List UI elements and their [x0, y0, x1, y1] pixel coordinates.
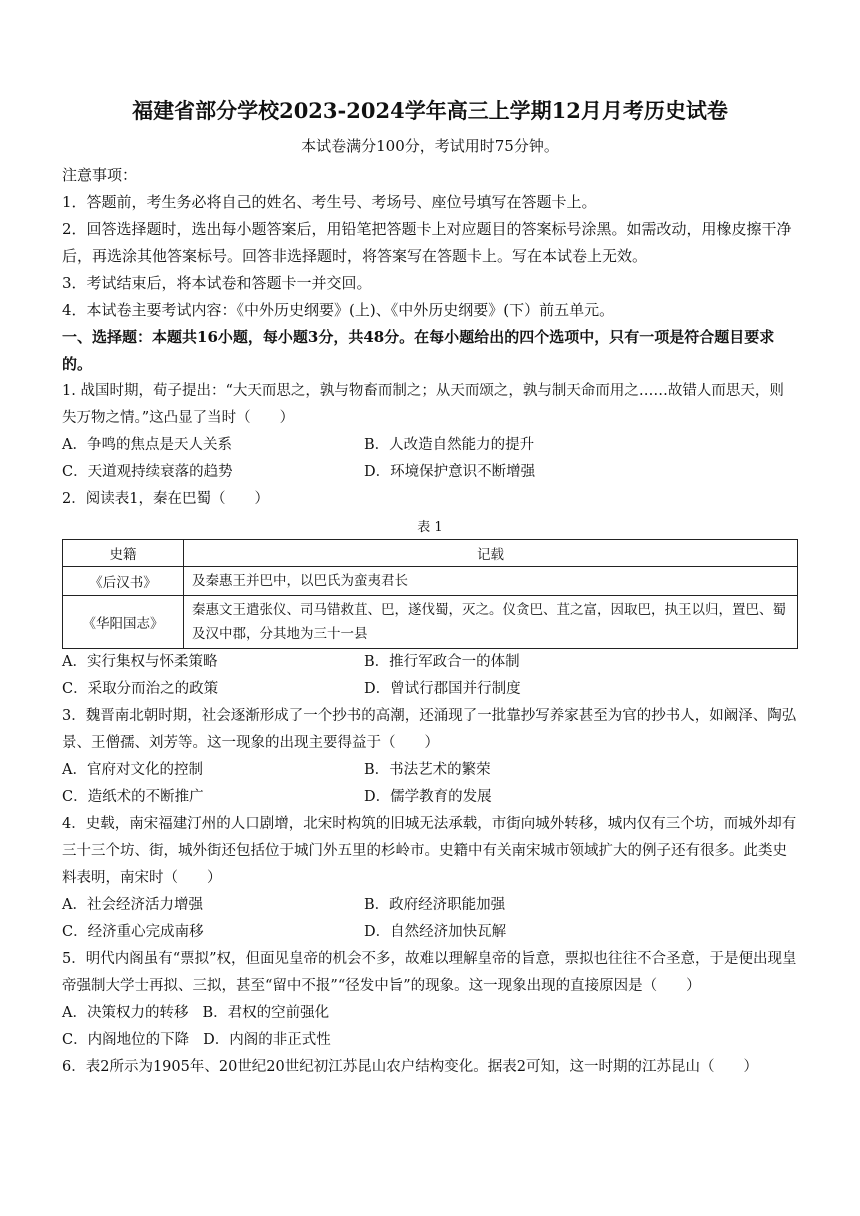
question-5-options-row — [62, 1000, 798, 1027]
notice-item: 3．考试结束后，将本试卷和答题卡一并交回。 — [62, 274, 372, 292]
table-header-row — [63, 540, 798, 567]
table-header-cell: 史籍 — [63, 540, 184, 567]
option-c: C．内阁地位的下降 — [62, 1032, 190, 1048]
table-row — [63, 567, 798, 596]
question-1-stem: 1. 战国时期，荀子提出：“大天而思之，孰与物畜而制之；从天而颂之，孰与制天命而用之……故错人而思天，则失万物之情。”这凸显了当时（ ） — [62, 383, 784, 426]
question-3-options-row — [62, 784, 798, 811]
option-c: C．经济重心完成南移 — [62, 924, 204, 940]
section-heading: 一、选择题：本题共16小题，每小题3分，共48分。在每小题给出的四个选项中，只有一项是符合题目要求的。 — [62, 328, 775, 373]
option-b: B．政府经济职能加强 — [364, 897, 506, 913]
option-c: C．采取分而治之的政策 — [62, 681, 219, 697]
question-1-options-row — [62, 459, 798, 486]
table-cell-record: 秦惠文王遣张仪、司马错救苴、巴，遂伐蜀，灭之。仪贪巴、苴之富，因取巴，执王以归，置巴、蜀及汉中郡，分其地为三十一县 — [184, 596, 798, 649]
question-5-options-row — [62, 1027, 798, 1054]
question-1-options-row — [62, 432, 798, 459]
notice-item: 2．回答选择题时，选出每小题答案后，用铅笔把答题卡上对应题目的答案标号涂黑。如需改动，用橡皮擦干净后，再选涂其他答案标号。回答非选择题时，将答案写在答题卡上。写在本试卷上无效。 — [62, 220, 792, 265]
exam-subtitle: 本试卷满分100分，考试用时75分钟。 — [301, 137, 559, 155]
table-caption: 表 1 — [417, 520, 443, 535]
question-4-stem: 4．史载，南宋福建汀州的人口剧增，北宋时构筑的旧城无法承载，市街向城外转移，城内仅有三个坊，而城外却有三十三个坊、街，城外街还包括位于城门外五里的杉岭市。史籍中有关南宋城市领域扩大的例子还有很多。此类史料表明，南宋时（ ） — [62, 816, 797, 886]
option-d: D．内阁的非正式性 — [203, 1032, 331, 1048]
table-row — [63, 596, 798, 649]
question-3-options-row — [62, 757, 798, 784]
notice-item: 4．本试卷主要考试内容：《中外历史纲要》(上)、《中外历史纲要》(下）前五单元。 — [62, 301, 615, 319]
option-c: C．天道观持续衰落的趋势 — [62, 464, 233, 480]
option-d: D．儒学教育的发展 — [364, 789, 492, 805]
question-2-stem: 2．阅读表1，秦在巴蜀（ ） — [62, 491, 269, 507]
option-a: A．实行集权与怀柔策略 — [62, 654, 218, 670]
option-d: D．环境保护意识不断增强 — [364, 464, 536, 480]
option-a: A．争鸣的焦点是天人关系 — [62, 437, 232, 453]
question-4-options-row — [62, 919, 798, 946]
table-header-cell: 记载 — [184, 540, 798, 567]
option-a: A．官府对文化的控制 — [62, 762, 203, 778]
option-b: B．人改造自然能力的提升 — [364, 437, 535, 453]
option-c: C．造纸术的不断推广 — [62, 789, 204, 805]
option-a: A．决策权力的转移 — [62, 1005, 189, 1021]
question-2-options-row — [62, 649, 798, 676]
table-cell-source: 《后汉书》 — [63, 567, 184, 596]
history-records-table — [62, 539, 798, 649]
table-cell-record: 及秦惠王并巴中，以巴氏为蛮夷君长 — [184, 567, 798, 596]
option-b: B．君权的空前强化 — [202, 1005, 330, 1021]
question-4-options-row — [62, 892, 798, 919]
option-a: A．社会经济活力增强 — [62, 897, 203, 913]
question-6-stem: 6．表2所示为1905年、20世纪20世纪初江苏昆山农户结构变化。据表2可知，这一时期的江苏昆山（ ） — [62, 1059, 758, 1075]
question-3-stem: 3．魏晋南北朝时期，社会逐渐形成了一个抄书的高潮，还涌现了一批靠抄写养家甚至为官的抄书人，如阚泽、陶弘景、王僧孺、刘芳等。这一现象的出现主要得益于（ ） — [62, 708, 797, 751]
option-d: D．曾试行郡国并行制度 — [364, 681, 521, 697]
page-title: 福建省部分学校2023-2024学年高三上学期12月月考历史试卷 — [132, 98, 728, 123]
option-d: D．自然经济加快瓦解 — [364, 924, 507, 940]
question-5-stem: 5．明代内阁虽有“票拟”权，但面见皇帝的机会不多，故难以理解皇帝的旨意，票拟也往往不合圣意，于是便出现皇帝强制大学士再拟、三拟，甚至“留中不报”“径发中旨”的现象。这一现象出现的直接原因是（ ） — [62, 951, 797, 994]
table-cell-source: 《华阳国志》 — [63, 596, 184, 649]
option-b: B．推行军政合一的体制 — [364, 654, 520, 670]
notice-item: 1．答题前，考生务必将自己的姓名、考生号、考场号、座位号填写在答题卡上。 — [62, 193, 597, 211]
question-2-options-row — [62, 676, 798, 703]
notice-heading: 注意事项： — [62, 166, 138, 184]
option-b: B．书法艺术的繁荣 — [364, 762, 491, 778]
